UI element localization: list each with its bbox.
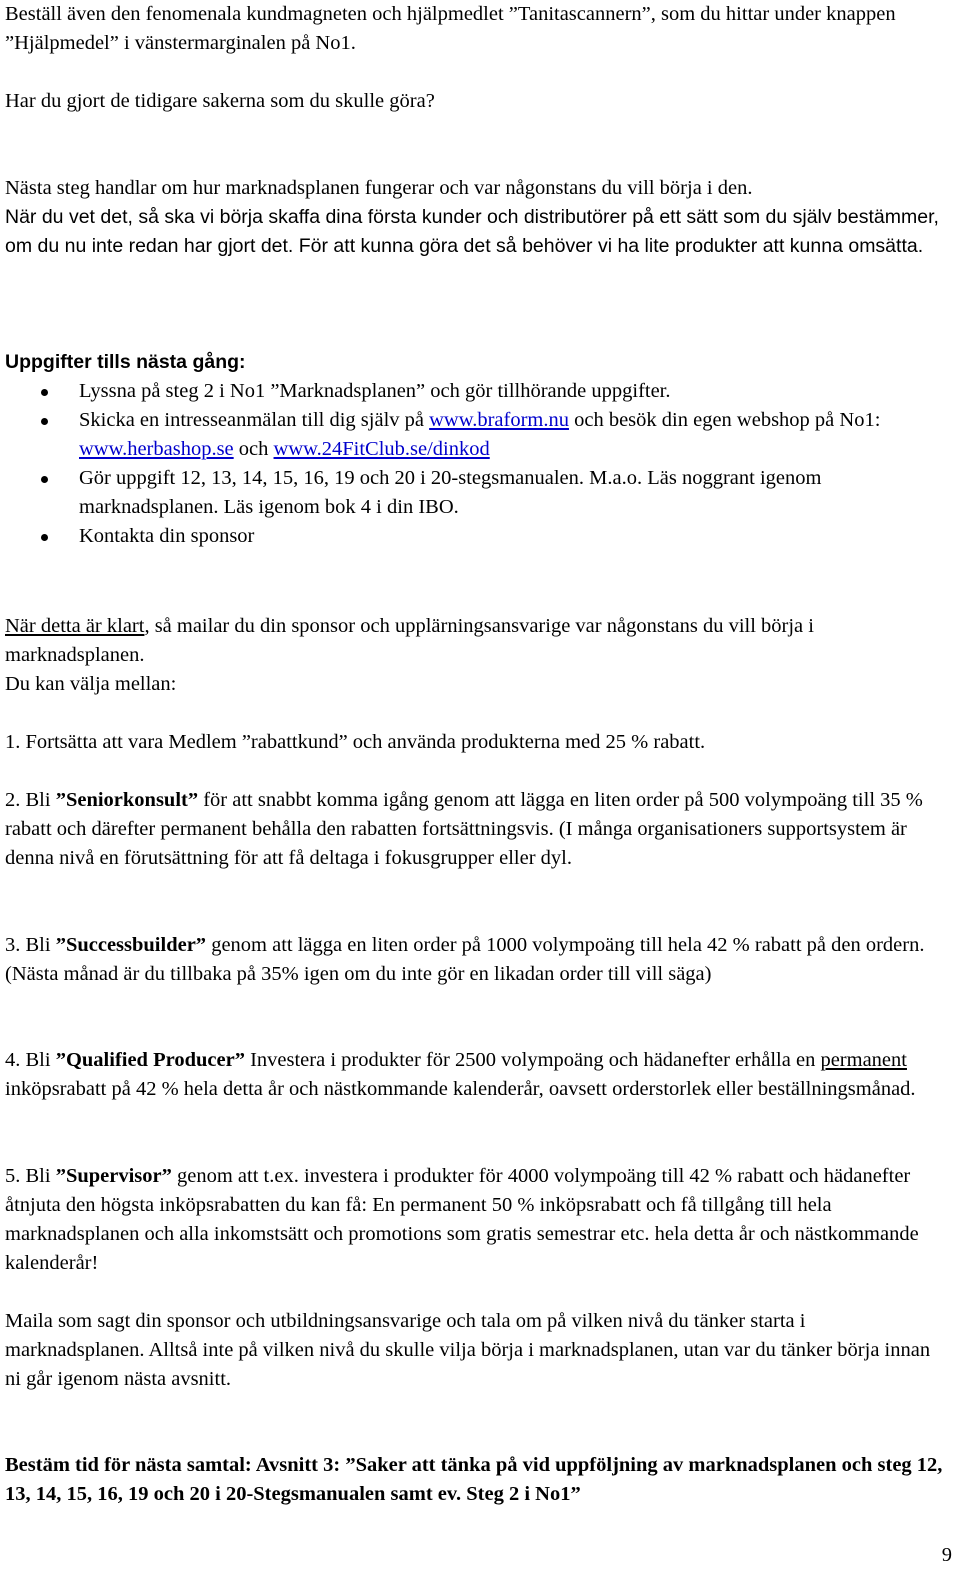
option-1: 1. Fortsätta att vara Medlem ”rabattkund” och använda produkterna med 25 % rabatt.: [5, 731, 706, 753]
task-text: och: [233, 438, 274, 460]
when-done-emphasis: När detta är klart: [5, 615, 145, 637]
option-text: Investera i produkter för 2500 volympoäng och hädanefter erhålla en: [244, 1049, 821, 1071]
option-level-name: ”Seniorkonsult”: [55, 789, 199, 811]
when-done-text: , så mailar du din sponsor och upplärningsansvarige var någonstans du vill börja i marknadsplanen.: [5, 615, 814, 666]
option-text: genom att lägga en liten order på 1000 volympoäng till hela 42 % rabatt på den ordern. (Nästa månad är du tillbaka på 35% igen om du inte gör en likadan order till vill säga): [5, 934, 925, 985]
bullet-icon: [41, 418, 48, 425]
herbashop-link[interactable]: www.herbashop.se: [79, 438, 234, 460]
tasks-list: [5, 377, 950, 551]
option-4: [5, 1046, 950, 1104]
option-text: för att snabbt komma igång genom att lägga en liten order på 500 volympoäng till 35 % rabatt och därefter permanent behålla den rabatten fortsättningsvis. (I många organisationers supportsystem är denna nivå en förutsättning för att få deltaga i fokusgrupper eller dyl.: [5, 789, 923, 869]
intro-next-step: [5, 174, 950, 261]
task-text: Skicka en intresseanmälan till dig själv på: [79, 409, 430, 431]
when-done-paragraph: [5, 612, 950, 670]
option-text: inköpsrabatt på 42 % hela detta år och nästkommande kalenderår, oavsett orderstorlek eller beställningsmånad.: [5, 1078, 916, 1100]
task-text: Lyssna på steg 2 i No1 ”Marknadsplanen” och gör tillhörande uppgifter.: [79, 380, 671, 402]
next-call-paragraph: Bestäm tid för nästa samtal: Avsnitt 3: ”Saker att tänka på vid uppföljning av marknadsplanen och steg 12, 13, 14, 15, 16, 19 och 20 i 20-Stegsmanualen samt ev. Steg 2 i No1”: [5, 1454, 943, 1505]
bullet-icon: [41, 534, 48, 541]
option-text: 5. Bli: [5, 1165, 56, 1187]
option-3: [5, 931, 950, 989]
option-5: [5, 1162, 950, 1278]
tasks-heading: Uppgifter tills nästa gång:: [5, 351, 246, 373]
task-item: [5, 464, 950, 522]
task-item: [5, 377, 950, 406]
bullet-icon: [41, 389, 48, 396]
option-level-name: ”Qualified Producer”: [55, 1049, 245, 1071]
option-level-name: ”Successbuilder”: [55, 934, 207, 956]
bullet-icon: [41, 476, 48, 483]
when-done-section: [5, 612, 950, 699]
option-level-name: ”Supervisor”: [55, 1165, 172, 1187]
intro-paragraph-tanita: Beställ även den fenomenala kundmagneten och hjälpmedlet ”Tanitascannern”, som du hittar under knappen ”Hjälpmedel” i vänstermarginalen på No1.: [5, 3, 896, 54]
tasks-section: [5, 348, 950, 551]
permanent-emphasis: permanent: [820, 1049, 907, 1071]
24fitclub-link[interactable]: www.24FitClub.se/dinkod: [273, 438, 490, 460]
option-2: [5, 786, 950, 873]
option-text: 3. Bli: [5, 934, 56, 956]
task-text: Kontakta din sponsor: [79, 525, 255, 547]
next-step-line: Nästa steg handlar om hur marknadsplanen fungerar och var någonstans du vill börja i den.: [5, 177, 753, 199]
mail-paragraph: Maila som sagt din sponsor och utbildningsansvarige och tala om på vilken nivå du tänker starta i marknadsplanen. Alltså inte på vilken nivå du skulle vilja börja i marknadsplanen, utan var du tänker börja innan ni går igenom nästa avsnitt.: [5, 1310, 931, 1390]
task-text: Gör uppgift 12, 13, 14, 15, 16, 19 och 20 i 20-stegsmanualen. M.a.o. Läs noggrant igenom marknadsplanen. Läs igenom bok 4 i din IBO.: [79, 467, 822, 518]
option-text: 2. Bli: [5, 789, 56, 811]
option-text: 4. Bli: [5, 1049, 56, 1071]
task-item: [5, 406, 950, 464]
page-number: 9: [941, 1544, 952, 1566]
braform-link[interactable]: www.braform.nu: [429, 409, 569, 431]
option-text: genom att t.ex. investera i produkter för 4000 volympoäng till 42 % rabatt och hädanefter åtnjuta den högsta inköpsrabatten du kan få: En permanent 50 % inköpsrabatt och få tillgång till hela marknadsplanen och alla inkomstsätt och promotions som gratis semestrar etc. hela detta år och nästkommande kalenderår!: [5, 1165, 919, 1274]
choose-label: Du kan välja mellan:: [5, 673, 177, 695]
task-text: och besök din egen webshop på No1:: [568, 409, 881, 431]
task-item: [5, 522, 950, 551]
intro-question: Har du gjort de tidigare sakerna som du skulle göra?: [5, 90, 435, 112]
next-step-details: När du vet det, så ska vi börja skaffa dina första kunder och distributörer på ett sätt som du själv bestämmer, om du nu inte redan har gjort det. För att kunna göra det så behöver vi ha lite produkter att kunna omsätta.: [5, 206, 939, 257]
